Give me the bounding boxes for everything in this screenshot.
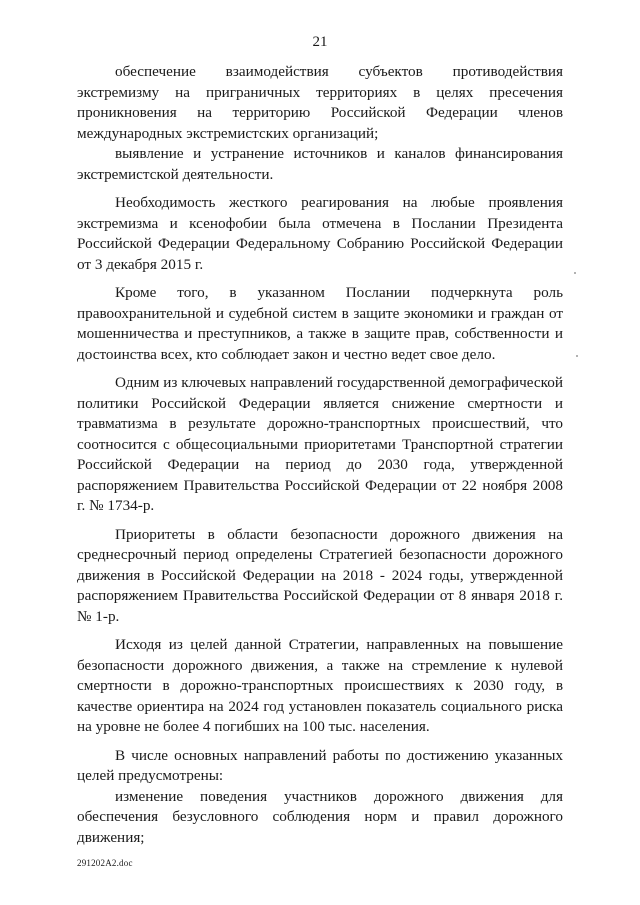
- paragraph-demographic-policy: Одним из ключевых направлений государственной демографической политики Российской Федерации является снижение смертности и травматизма в результате дорожно-транспортных происшествий, что соотносится с общесоциальными приоритетами Транспортной стратегии Российской Федерации на период до 2030 года, утвержденной распоряжением Правительства Российской Федерации от 22 ноября 2008 г. № 1734-р.: [77, 374, 563, 514]
- paragraph-strategy-goals: Исходя из целей данной Стратегии, направленных на повышение безопасности дорожного движения, а также на стремление к нулевой смертности в дорожно-транспортных происшествиях к 2030 году, в качестве ориентира на 2024 год установлен показатель социального риска на уровне не более 4 погибших на 100 тыс. населения.: [77, 636, 563, 735]
- paragraph-presidential-address: Необходимость жесткого реагирования на любые проявления экстремизма и ксенофобии была отмечена в Послании Президента Российской Федерации Федеральному Собранию Российской Федерации от 3 декабря 2015 г.: [77, 194, 563, 273]
- paragraph-behavior-change: изменение поведения участников дорожного движения для обеспечения безусловного соблюдения норм и правил дорожного движения;: [77, 787, 563, 846]
- scan-speck: [576, 355, 578, 357]
- footer-document-code: 291202A2.doc: [77, 858, 133, 868]
- page-number: 21: [312, 34, 328, 50]
- scan-speck: [574, 272, 576, 274]
- paragraph-financing-sources: выявление и устранение источников и каналов финансирования экстремистской деятельности.: [77, 145, 563, 183]
- paragraph-road-safety-priorities: Приоритеты в области безопасности дорожного движения на среднесрочный период определены Стратегией безопасности дорожного движения в Российской Федерации на 2018 - 2024 годы, утвержденной распоряжением Правительства Российской Федерации от 8 января 2018 г. № 1-р.: [77, 525, 563, 625]
- paragraph-main-directions: В числе основных направлений работы по достижению указанных целей предусмотрены:: [77, 746, 563, 784]
- paragraph-law-enforcement-role: Кроме того, в указанном Послании подчеркнута роль правоохранительной и судебной систем в защите экономики и граждан от мошенничества и преступников, а также в защите прав, собственности и достоинства всех, кто соблюдает закон и честно ведет свое дело.: [77, 284, 563, 363]
- paragraph-border-cooperation: обеспечение взаимодействия субъектов противодействия экстремизму на приграничных территориях в целях пресечения проникновения на территорию Российской Федерации членов международных экстремистских организаций;: [77, 63, 563, 142]
- document-body: [77, 62, 563, 848]
